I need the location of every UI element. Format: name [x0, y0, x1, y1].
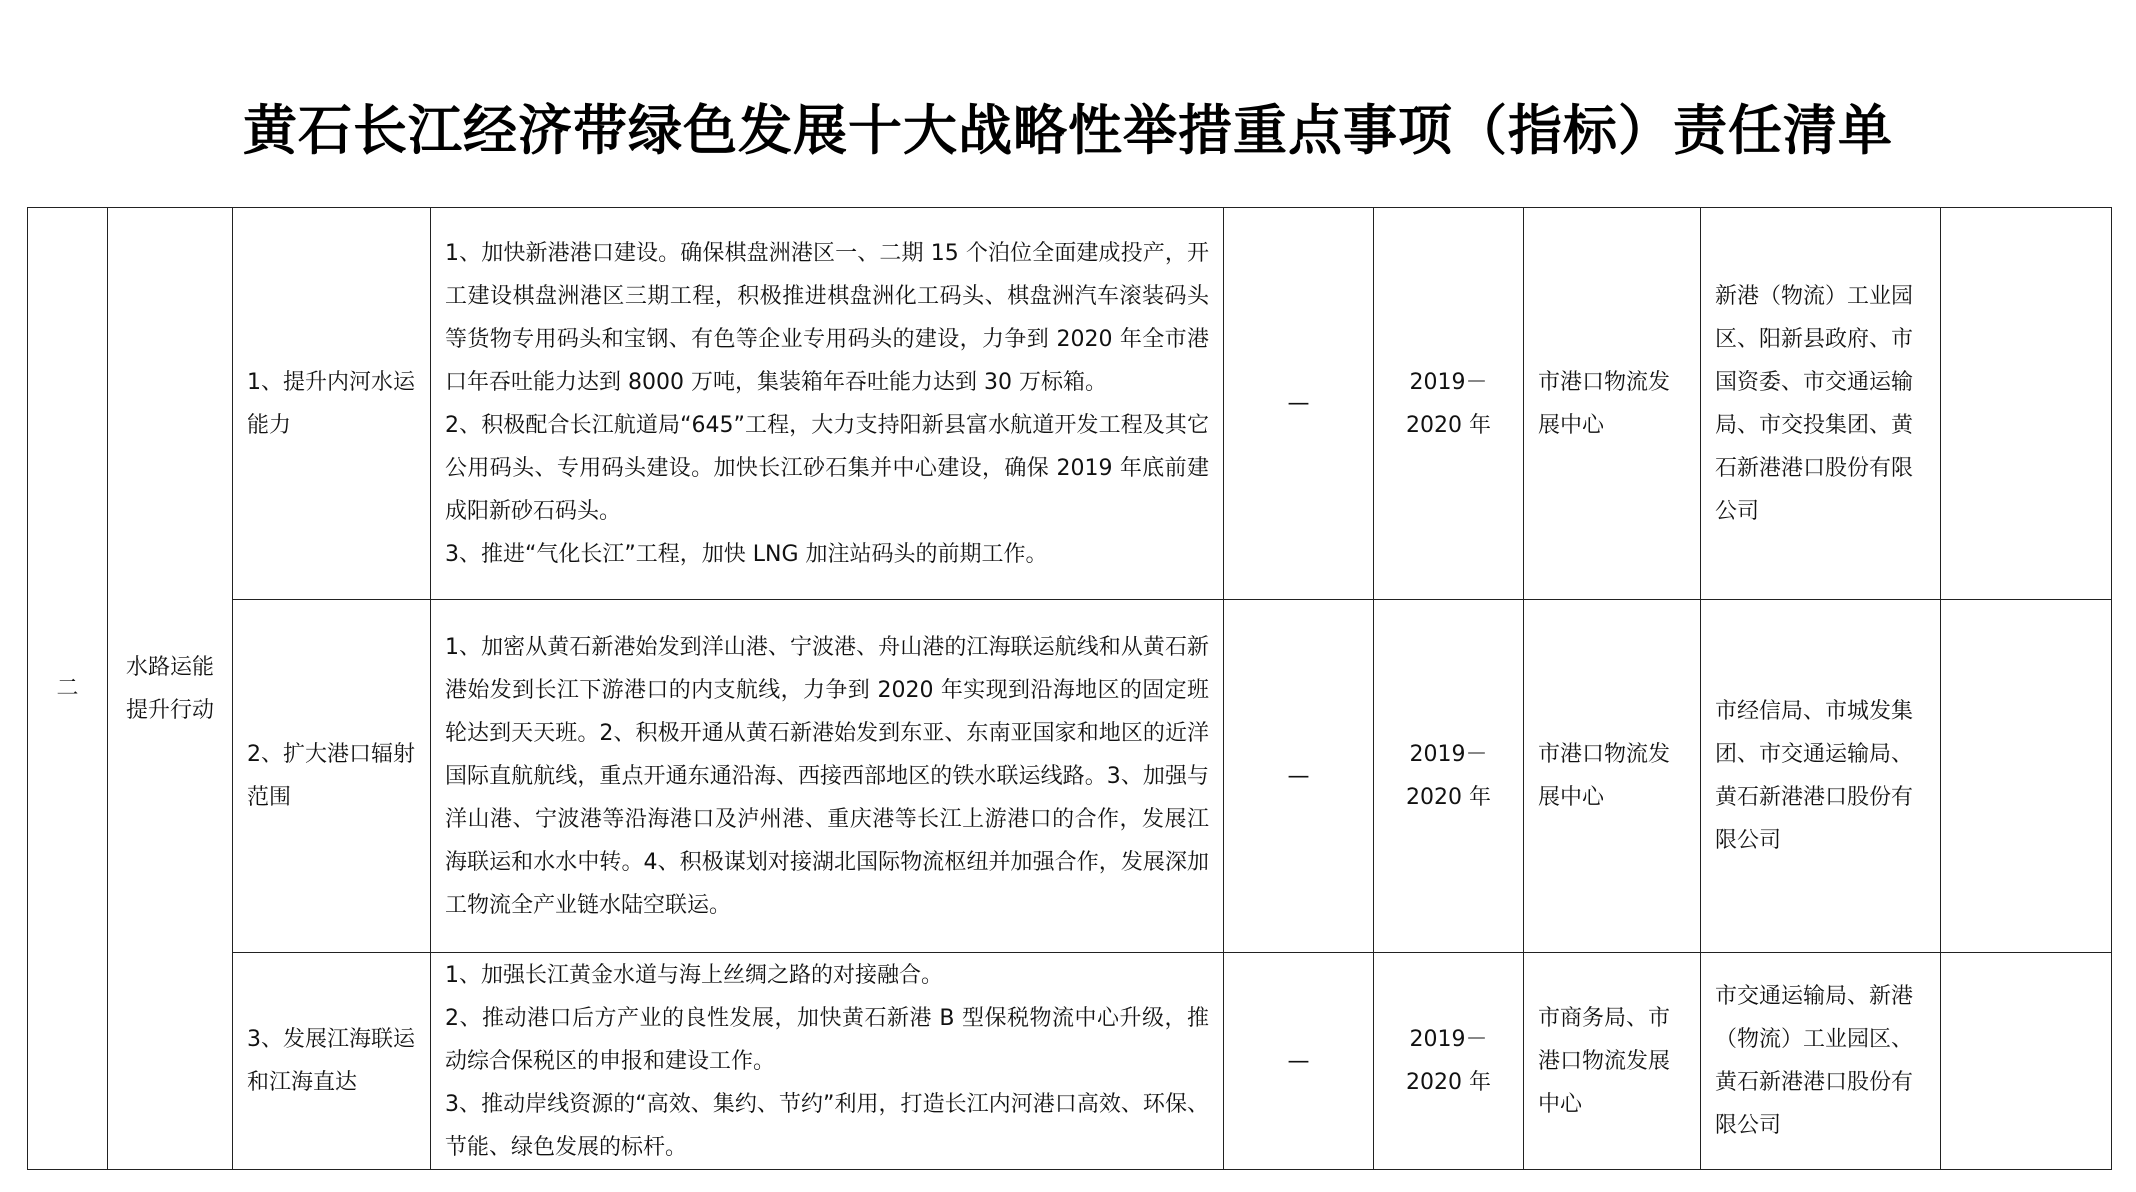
cooperating-units: 市交通运输局、新港（物流）工业园区、黄石新港港口股份有限公司 — [1701, 953, 1941, 1170]
task-measures — [431, 208, 1224, 600]
cooperating-units: 市经信局、市城发集团、市交通运输局、黄石新港港口股份有限公司 — [1701, 600, 1941, 953]
measure-text: 2、推动港口后方产业的良性发展，加快黄石新港 B 型保税物流中心升级，推动综合保税区的申报和建设工作。 — [445, 1005, 1209, 1074]
remark-cell — [1941, 953, 2112, 1170]
time-cell — [1374, 208, 1524, 600]
lead-unit: 市商务局、市港口物流发展中心 — [1524, 953, 1701, 1170]
task-name: 1、提升内河水运能力 — [233, 208, 431, 600]
time-start: 2019－ — [1409, 369, 1488, 395]
lead-unit: 市港口物流发展中心 — [1524, 208, 1701, 600]
measure-text: 1、加密从黄石新港始发到洋山港、宁波港、舟山港的江海联运航线和从黄石新港始发到长江下游港口的内支航线，力争到 2020 年实现到沿海地区的固定班轮达到天天班。2、积极开通从黄石新港始发到东亚、东南亚国家和地区的近洋国际直航航线，重点开通东通沿海、西接西部地区的铁水联运线路。3、加强与洋山港、宁波港等沿海港口及泸州港、重庆港等长江上游港口的合作，发展江海联运和水水中转。4、积极谋划对接湖北国际物流枢纽并加强合作，发展深加工物流全产业链水陆空联运。 — [445, 634, 1209, 918]
task-name: 3、发展江海联运和江海直达 — [233, 953, 431, 1170]
time-end: 2020 年 — [1406, 1070, 1491, 1095]
section-number: 二 — [28, 208, 108, 1170]
indicator-cell: — — [1224, 600, 1374, 953]
responsibility-table — [27, 207, 2112, 1170]
table-row — [28, 953, 2112, 1170]
indicator-cell: — — [1224, 953, 1374, 1170]
task-measures — [431, 600, 1224, 953]
time-cell — [1374, 600, 1524, 953]
cooperating-units: 新港（物流）工业园区、阳新县政府、市国资委、市交通运输局、市交投集团、黄石新港港口股份有限公司 — [1701, 208, 1941, 600]
measure-text: 3、推动岸线资源的“高效、集约、节约”利用，打造长江内河港口高效、环保、节能、绿色发展的标杆。 — [445, 1091, 1209, 1160]
task-measures — [431, 953, 1224, 1170]
remark-cell — [1941, 600, 2112, 953]
time-start: 2019－ — [1409, 1027, 1488, 1052]
measure-text: 3、推进“气化长江”工程，加快 LNG 加注站码头的前期工作。 — [445, 541, 1048, 567]
measure-text: 1、加强长江黄金水道与海上丝绸之路的对接融合。 — [445, 962, 943, 988]
time-end: 2020 年 — [1406, 785, 1491, 810]
lead-unit: 市港口物流发展中心 — [1524, 600, 1701, 953]
task-name: 2、扩大港口辐射范围 — [233, 600, 431, 953]
table-row — [28, 208, 2112, 600]
time-end: 2020 年 — [1406, 412, 1491, 438]
time-start: 2019－ — [1409, 742, 1488, 767]
time-cell — [1374, 953, 1524, 1170]
section-category: 水路运能提升行动 — [108, 208, 233, 1170]
measure-text: 1、加快新港港口建设。确保棋盘洲港区一、二期 15 个泊位全面建成投产，开工建设棋盘洲港区三期工程，积极推进棋盘洲化工码头、棋盘洲汽车滚装码头等货物专用码头和宝钢、有色等企业专用码头的建设，力争到 2020 年全市港口年吞吐能力达到 8000 万吨，集装箱年吞吐能力达到 30 万标箱。 — [445, 240, 1209, 395]
measure-text: 2、积极配合长江航道局“645”工程，大力支持阳新县富水航道开发工程及其它公用码头、专用码头建设。加快长江砂石集并中心建设，确保 2019 年底前建成阳新砂石码头。 — [445, 412, 1209, 524]
table-row — [28, 600, 2112, 953]
page-title: 黄石长江经济带绿色发展十大战略性举措重点事项（指标）责任清单 — [243, 99, 1893, 162]
indicator-cell: — — [1224, 208, 1374, 600]
remark-cell — [1941, 208, 2112, 600]
